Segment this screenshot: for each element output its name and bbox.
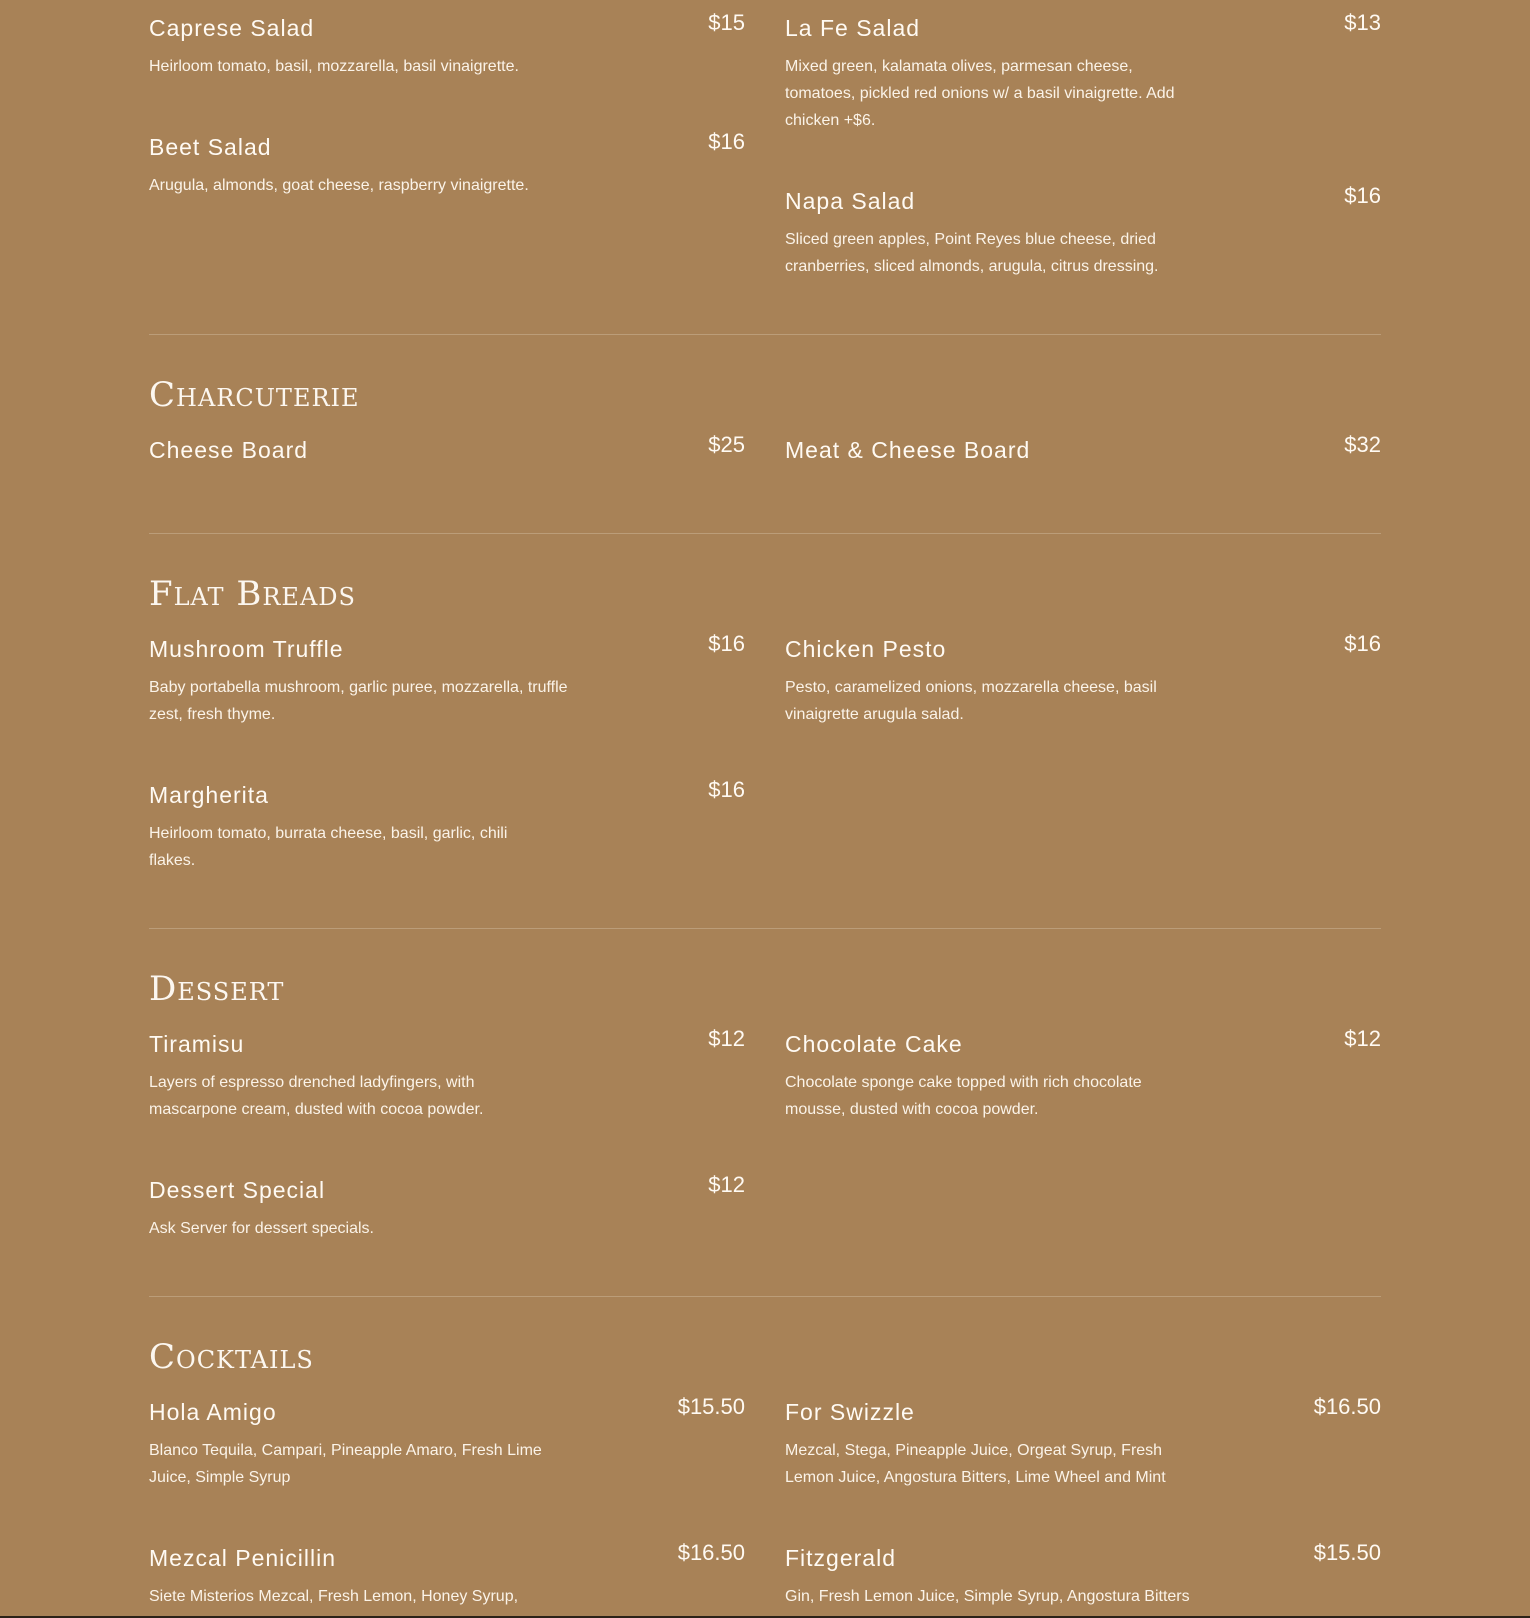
menu-page [149,0,1381,1610]
dessert-left-column [149,1026,745,1242]
item-price: $15.50 [1313,1540,1381,1565]
flat-breads-grid [149,631,1381,874]
item-description: Chocolate sponge cake topped with rich chocolate mousse, dusted with cocoa powder. [785,1074,1142,1118]
dessert-right-column [785,1026,1381,1242]
cocktails-right-column [785,1394,1381,1610]
item-name: Cheese Board [149,437,309,463]
item-description: Layers of espresso drenched ladyfingers, with mascarpone cream, dusted with cocoa powder. [149,1074,484,1118]
menu-item-chocolate-cake [785,1026,1381,1123]
section-title-flat-breads: Flat Breads [149,574,356,614]
salads-grid [149,10,1381,280]
flat-breads-section [149,534,1381,874]
item-description: Gin, Fresh Lemon Juice, Simple Syrup, Angostura Bitters [785,1588,1190,1605]
menu-item-for-swizzle [785,1394,1381,1491]
menu-item-napa-salad [785,183,1381,280]
menu-item-caprese-salad [149,10,745,80]
menu-item-hola-amigo [149,1394,745,1491]
menu-item-chicken-pesto [785,631,1381,728]
item-name: For Swizzle [785,1399,915,1425]
item-description: Arugula, almonds, goat cheese, raspberry vinaigrette. [149,177,529,194]
item-name: Margherita [149,782,269,808]
section-title-charcuterie: Charcuterie [149,375,360,415]
item-name: Caprese Salad [149,15,315,41]
salads-left-column [149,10,745,280]
item-name: Beet Salad [149,134,272,160]
menu-item-dessert-special [149,1172,745,1242]
cocktails-grid [149,1394,1381,1610]
item-name: Meat & Cheese Board [785,437,1031,463]
menu-item-la-fe-salad [785,10,1381,134]
section-title-cocktails: Cocktails [149,1337,314,1377]
charcuterie-section [149,335,1381,469]
cocktails-left-column [149,1394,745,1610]
item-description: Siete Misterios Mezcal, Fresh Lemon, Honey Syrup, [149,1588,519,1605]
menu-item-meat-cheese-board [785,432,1381,469]
item-name: Chocolate Cake [785,1031,963,1057]
menu-item-beet-salad [149,129,745,199]
menu-item-cheese-board [149,432,745,469]
item-price: $16 [1344,183,1381,208]
item-name: Hola Amigo [149,1399,277,1425]
item-price: $16.50 [1313,1394,1381,1419]
item-price: $16 [708,631,745,656]
item-name: La Fe Salad [785,15,921,41]
item-price: $25 [708,432,745,457]
section-title-dessert: Dessert [149,969,285,1009]
menu-item-mushroom-truffle [149,631,745,728]
salads-section [149,0,1381,280]
menu-item-fitzgerald [785,1540,1381,1610]
item-description: Heirloom tomato, basil, mozzarella, basil vinaigrette. [149,58,519,75]
flat-breads-right-column [785,631,1381,874]
menu-item-margherita [149,777,745,874]
item-price: $16 [708,129,745,154]
item-price: $16.50 [677,1540,745,1565]
item-name: Mushroom Truffle [149,636,344,662]
item-price: $16 [1344,631,1381,656]
item-description: Ask Server for dessert specials. [149,1220,374,1237]
item-description: Mezcal, Stega, Pineapple Juice, Orgeat Syrup, Fresh Lemon Juice, Angostura Bitters, Lime Wheel and Mint [785,1442,1166,1486]
item-price: $12 [708,1172,745,1197]
flat-breads-left-column [149,631,745,874]
item-description: Pesto, caramelized onions, mozzarella cheese, basil vinaigrette arugula salad. [785,679,1157,723]
item-name: Tiramisu [149,1031,245,1057]
item-price: $15 [708,10,745,35]
menu-item-mezcal-penicillin [149,1540,745,1610]
item-description: Baby portabella mushroom, garlic puree, mozzarella, truffle zest, fresh thyme. [149,679,568,723]
item-name: Chicken Pesto [785,636,947,662]
dessert-grid [149,1026,1381,1242]
item-price: $12 [1344,1026,1381,1051]
charcuterie-left-column [149,432,745,469]
item-price: $15.50 [677,1394,745,1419]
item-price: $12 [708,1026,745,1051]
menu-item-tiramisu [149,1026,745,1123]
item-name: Napa Salad [785,188,916,214]
charcuterie-grid [149,432,1381,469]
item-name: Dessert Special [149,1177,326,1203]
cocktails-section [149,1297,1381,1610]
item-name: Fitzgerald [785,1545,896,1571]
item-description: Sliced green apples, Point Reyes blue cheese, dried cranberries, sliced almonds, arugula, citrus dressing. [785,231,1159,275]
item-description: Heirloom tomato, burrata cheese, basil, garlic, chili flakes. [149,825,508,869]
item-price: $32 [1344,432,1381,457]
item-price: $16 [708,777,745,802]
item-description: Mixed green, kalamata olives, parmesan cheese, tomatoes, pickled red onions w/ a basil vinaigrette. Add chicken +$6. [785,58,1175,129]
item-description: Blanco Tequila, Campari, Pineapple Amaro, Fresh Lime Juice, Simple Syrup [149,1442,542,1486]
dessert-section [149,929,1381,1242]
salads-right-column [785,10,1381,280]
charcuterie-right-column [785,432,1381,469]
item-price: $13 [1344,10,1381,35]
item-name: Mezcal Penicillin [149,1545,337,1571]
